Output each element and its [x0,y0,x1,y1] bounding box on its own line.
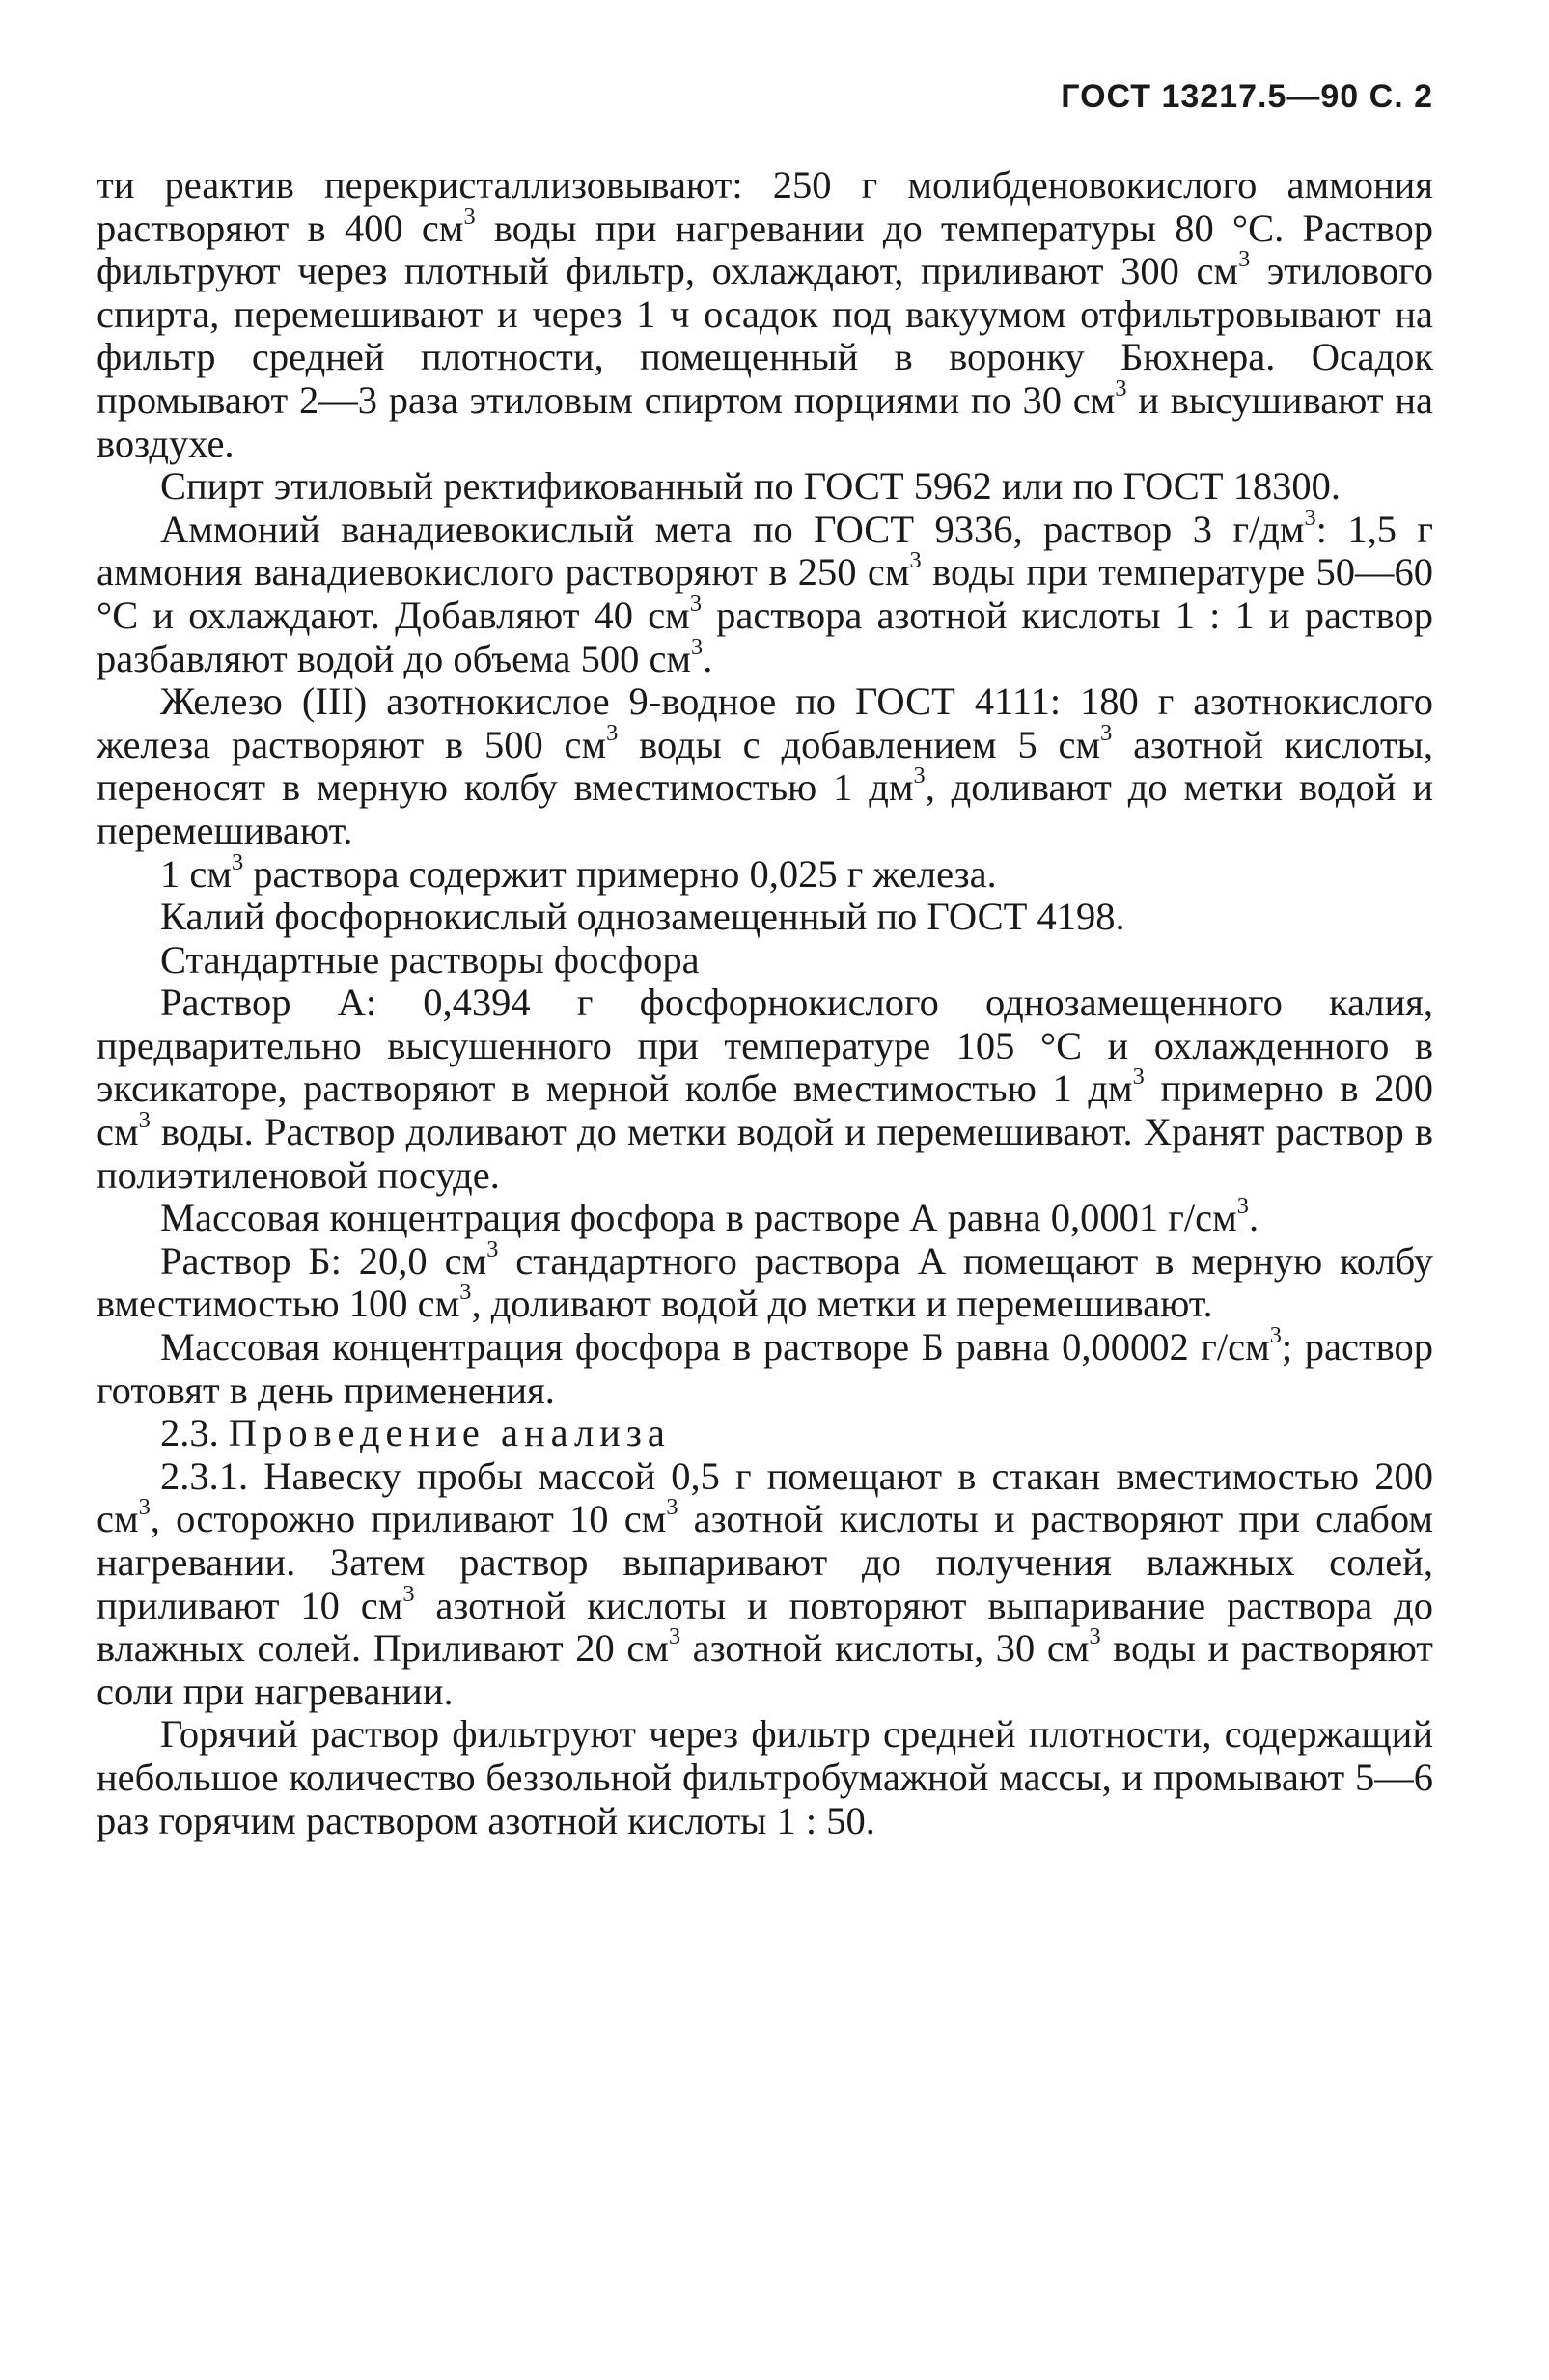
paragraph-standard-solutions-heading [97,939,1433,982]
superscript-exponent: 3 [138,1494,151,1521]
superscript-exponent: 3 [689,590,702,617]
section-heading-analysis [97,1412,1433,1455]
running-header: ГОСТ 13217.5—90 С. 2 [1061,78,1433,115]
superscript-exponent: 3 [1115,374,1127,401]
paragraph-ethyl-alcohol [97,465,1433,509]
text-run: ; раствор готовят в день применения. [97,1325,1433,1412]
text-run: Раствор Б: 20,0 см [160,1238,487,1283]
text-run: Массовая концентрация фосфора в растворе А равна 0,0001 г/см [160,1196,1237,1240]
text-run: стандартного раствора А помещают в мерную колбу вместимостью 100 см [97,1238,1433,1326]
text-run: Раствор А: 0,4394 г фосфорнокислого однозамещенного калия, предварительно высушенного при температуре 105 °С и охлажденного в эксикаторе, растворяют в мерной колбе вместимостью 1 дм [97,981,1433,1111]
superscript-exponent: 3 [668,1622,681,1649]
text-run: , доливают до метки водой и перемешивают. [97,765,1434,852]
superscript-exponent: 3 [1304,504,1316,531]
paragraph-potassium-phosphate [97,896,1433,939]
superscript-exponent: 3 [231,848,244,875]
superscript-exponent: 3 [402,1580,415,1607]
text-run: : 1,5 г аммония ванадиевокислого растворяют в 250 см [97,507,1433,595]
paragraph-ammonium-vanadate [97,504,1433,680]
text-run: раствора содержит примерно 0,025 г железа. [243,851,997,896]
paragraph-reagent-recrystallization [97,164,1433,465]
superscript-exponent: 3 [913,762,926,789]
superscript-exponent: 3 [1238,245,1251,272]
superscript-exponent: 3 [1100,719,1113,746]
superscript-exponent: 3 [606,719,619,746]
text-run: , осторожно приливают 10 см [150,1497,667,1541]
text-run: 2.3. [160,1411,229,1455]
text-run: воды и растворяют соли при нагревании. [97,1626,1433,1713]
text-run: Спирт этиловый ректификованный по ГОСТ 5962 или по ГОСТ 18300. [160,464,1342,509]
text-run: Калий фосфорнокислый однозамещенный по ГОСТ 4198. [160,895,1125,939]
text-run: азотной кислоты, 30 см [680,1626,1090,1671]
superscript-exponent: 3 [463,203,476,230]
paragraph-solution-b-concentration [97,1321,1433,1412]
text-run: раствора азотной кислоты 1 : 1 и раствор разбавляют водой до объема 500 см [97,593,1433,680]
superscript-exponent: 3 [1236,1193,1249,1220]
superscript-exponent: 3 [666,1494,678,1521]
text-run: 2.3.1. Навеску пробы массой 0,5 г помещают в стакан вместимостью 200 см [97,1453,1433,1541]
text-run: Железо (III) азотнокислое 9-водное по ГОСТ 4111: 180 г азотнокислого железа растворяют в 500 см [97,679,1433,766]
text-run: воды при нагревании до температуры 80 °С. Раствор фильтруют через плотный фильтр, охлаждают, приливают 300 см [97,206,1433,293]
text-run: 1 см [160,851,232,896]
superscript-exponent: 3 [909,547,922,574]
document-page [97,68,1433,1842]
paragraph-solution-a [97,982,1433,1197]
superscript-exponent: 3 [1269,1321,1282,1348]
text-run: , доливают водой до метки и перемешивают. [471,1282,1213,1326]
text-run: Стандартные растворы фосфора [160,937,700,982]
paragraph-analysis-step-1 [97,1455,1433,1714]
superscript-exponent: 3 [138,1106,151,1133]
text-run: воды при температуре 50—60 °С и охлаждают. Добавляют 40 см [97,550,1433,637]
text-run: воды. Раствор доливают до метки водой и перемешивают. Хранят раствор в полиэтиленовой посуде. [97,1110,1433,1197]
text-run: ти реактив перекристаллизовывают: 250 г молибденовокислого аммония растворяют в 400 см [97,163,1433,250]
superscript-exponent: 3 [1089,1622,1101,1649]
text-run: этилового спирта, перемешивают и через 1 ч осадок под вакуумом отфильтровывают на фильтр средней плотности, помещенный в воронку Бюхнера. Осадок промывают 2—3 раза этиловым спиртом порциями по 30 см [97,249,1433,422]
superscript-exponent: 3 [486,1235,499,1262]
text-run: . [1248,1196,1259,1240]
text-run: Аммоний ванадиевокислый мета по ГОСТ 9336, раствор 3 г/дм [160,507,1305,551]
paragraph-solution-b [97,1235,1433,1326]
superscript-exponent: 3 [691,633,704,660]
text-run: и высушивают на воздухе. [97,377,1433,465]
text-run: азотной кислоты и повторяют выпаривание раствора до влажных солей. Приливают 20 см [97,1583,1434,1671]
paragraph-iron-content [97,848,1433,897]
text-run: Горячий раствор фильтруют через фильтр средней плотности, содержащий небольшое количество беззольной фильтробумажной массы, и промывают 5—6 раз горячим раствором азотной кислоты 1 : 50. [97,1712,1433,1842]
text-run: Массовая концентрация фосфора в растворе Б равна 0,00002 г/см [160,1325,1270,1370]
paragraph-hot-filtration [97,1713,1433,1842]
superscript-exponent: 3 [1132,1064,1145,1091]
text-run: . [703,636,713,680]
paragraph-solution-a-concentration [97,1193,1433,1240]
text-run: азотной кислоты и растворяют при слабом нагревании. Затем раствор выпаривают до получения влажных солей, приливают 10 см [97,1497,1434,1627]
text-run: примерно в 200 см [97,1066,1433,1154]
body-text [97,164,1433,1842]
spaced-heading-text: Проведение анализа [228,1411,671,1455]
text-run: воды с добавлением 5 см [618,722,1101,766]
superscript-exponent: 3 [459,1279,472,1306]
paragraph-iron-nitrate [97,680,1433,852]
text-run: азотной кислоты, переносят в мерную колбу вместимостью 1 дм [97,722,1433,810]
